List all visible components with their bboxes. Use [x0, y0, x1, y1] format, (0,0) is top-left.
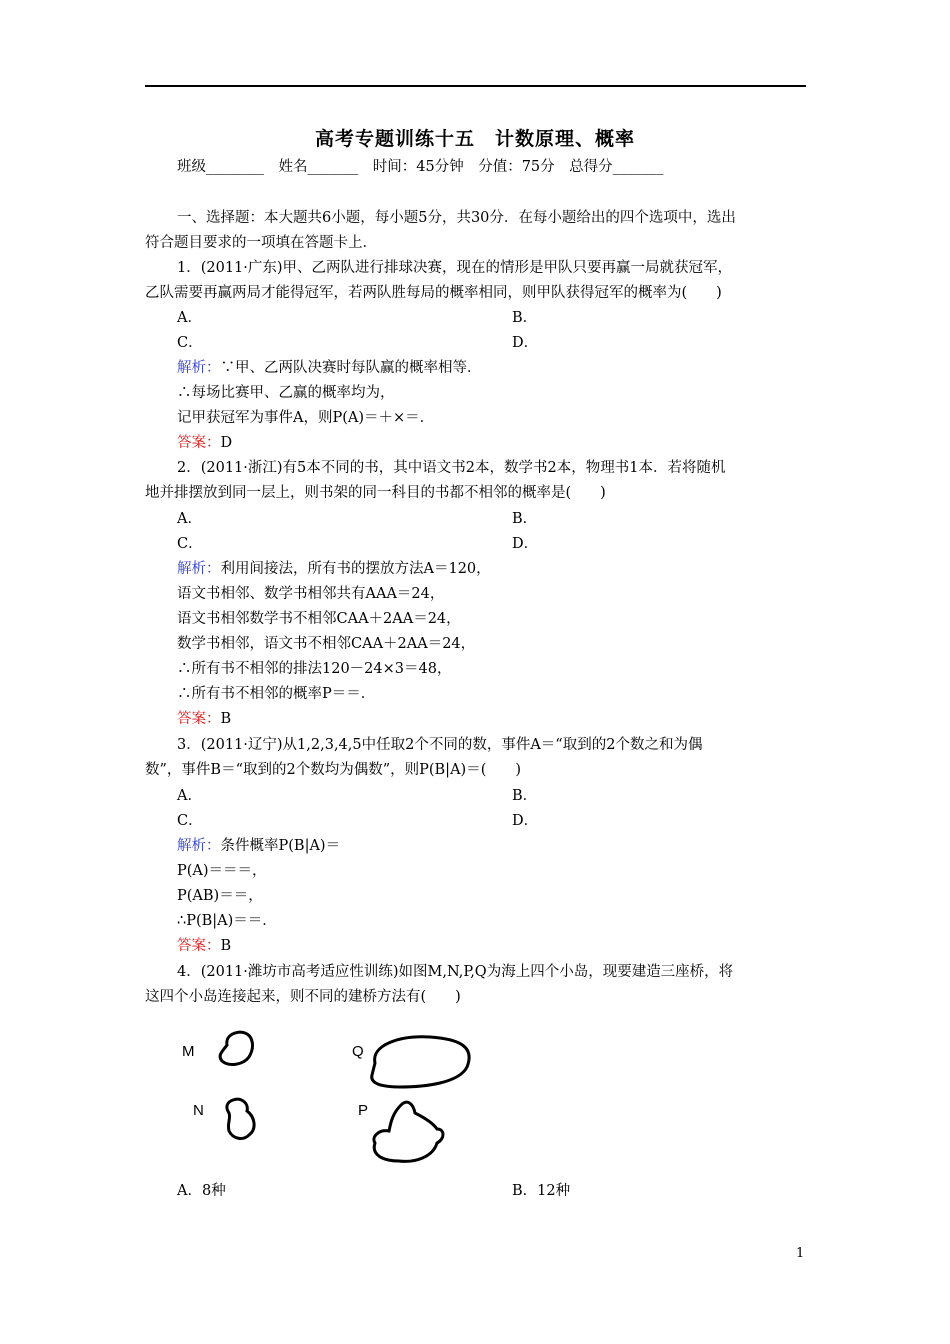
q1-stem-2: 乙队需要再赢两局才能得冠军，若两队胜每局的概率相同，则甲队获得冠军的概率为( ) — [145, 285, 722, 301]
island-n-shape — [227, 1099, 254, 1138]
islands-figure — [175, 1025, 475, 1175]
page-number: 1 — [796, 1246, 805, 1261]
q2-option-c: C． — [177, 536, 203, 552]
q3-jiexi-label: 解析： — [177, 838, 221, 854]
q4-stem-2: 这四个小岛连接起来，则不同的建桥方法有( ) — [145, 989, 461, 1005]
intro-line-1: 一、选择题：本大题共6小题，每小题5分，共30分．在每小题给出的四个选项中，选出 — [177, 210, 736, 226]
q4-stem-1: 4．(2011·潍坊市高考适应性训练)如图M,N,P,Q为海上四个小岛，现要建造三座桥，将 — [177, 964, 734, 980]
q1-jiexi-label: 解析： — [177, 360, 221, 376]
q1-jiexi-line-2: ∴每场比赛甲、乙赢的概率均为， — [177, 385, 395, 401]
q1-option-b: B． — [512, 310, 538, 326]
top-rule — [145, 85, 806, 87]
q2-jiexi-line-1: 解析：利用间接法，所有书的摆放方法A＝120， — [177, 561, 491, 577]
q1-answer: 答案：D — [177, 435, 233, 451]
q3-answer: 答案：B — [177, 938, 232, 954]
q1-option-c: C． — [177, 335, 203, 351]
q3-stem-2: 数”，事件B＝“取到的2个数均为偶数”，则P(B|A)＝( ) — [145, 762, 522, 778]
island-q-shape — [372, 1037, 469, 1087]
q3-jiexi-line-2: P(A)＝＝＝， — [177, 863, 267, 879]
q3-jiexi-line-1: 解析：条件概率P(B|A)＝ — [177, 838, 341, 854]
page-title: 高考专题训练十五 计数原理、概率 — [314, 128, 635, 150]
island-m-label: M — [182, 1043, 195, 1060]
q2-jiexi-line-5: ∴所有书不相邻的排法120－24×3＝48， — [177, 661, 452, 677]
q4-option-a: A．8种 — [177, 1183, 226, 1199]
q2-jiexi-line-3: 语文书相邻数学书不相邻CAA＋2AA＝24， — [177, 611, 461, 627]
island-m-shape — [220, 1032, 252, 1064]
q2-option-b: B． — [512, 511, 538, 527]
q2-option-d: D． — [512, 536, 539, 552]
intro-line-2: 符合题目要求的一项填在答题卡上． — [145, 235, 377, 251]
q2-answer: 答案：B — [177, 711, 232, 727]
q3-option-a: A． — [177, 788, 202, 804]
island-n-label: N — [193, 1102, 204, 1119]
q3-option-b: B． — [512, 788, 538, 804]
q2-answer-label: 答案： — [177, 711, 221, 727]
q2-jiexi-line-2: 语文书相邻、数学书相邻共有AAA＝24， — [177, 586, 445, 602]
q1-option-d: D． — [512, 335, 539, 351]
q2-jiexi-label: 解析： — [177, 561, 221, 577]
q2-jiexi-line-6: ∴所有书不相邻的概率P＝＝． — [177, 686, 376, 702]
island-p-label: P — [358, 1102, 369, 1119]
q1-jiexi-line-3: 记甲获冠军为事件A，则P(A)＝＋×＝． — [177, 410, 435, 426]
student-info: 班级________ 姓名_______ 时间：45分钟 分值：75分 总得分_______ — [177, 159, 664, 175]
q2-jiexi-line-4: 数学书相邻，语文书不相邻CAA＋2AA＝24， — [177, 636, 476, 652]
q1-answer-label: 答案： — [177, 435, 221, 451]
q2-stem-1: 2．(2011·浙江)有5本不同的书，其中语文书2本，数学书2本，物理书1本．若将随机 — [177, 460, 726, 476]
island-p-shape — [374, 1102, 443, 1161]
q3-answer-label: 答案： — [177, 938, 221, 954]
q1-stem-1: 1．(2011·广东)甲、乙两队进行排球决赛，现在的情形是甲队只要再赢一局就获冠军， — [177, 260, 733, 276]
q3-option-c: C． — [177, 813, 203, 829]
q2-option-a: A． — [177, 511, 202, 527]
q3-jiexi-line-4: ∴P(B|A)＝＝． — [177, 913, 277, 929]
island-q-label: Q — [352, 1043, 364, 1060]
q3-option-d: D． — [512, 813, 539, 829]
q3-jiexi-line-3: P(AB)＝＝， — [177, 888, 263, 904]
q3-stem-1: 3．(2011·辽宁)从1,2,3,4,5中任取2个不同的数，事件A＝“取到的2个数之和为偶 — [177, 737, 703, 753]
q2-stem-2: 地并排摆放到同一层上，则书架的同一科目的书都不相邻的概率是( ) — [145, 485, 606, 501]
q4-option-b: B．12种 — [512, 1183, 571, 1199]
q1-jiexi-line-1: 解析：∵甲、乙两队决赛时每队赢的概率相等． — [177, 360, 482, 376]
q1-option-a: A． — [177, 310, 202, 326]
